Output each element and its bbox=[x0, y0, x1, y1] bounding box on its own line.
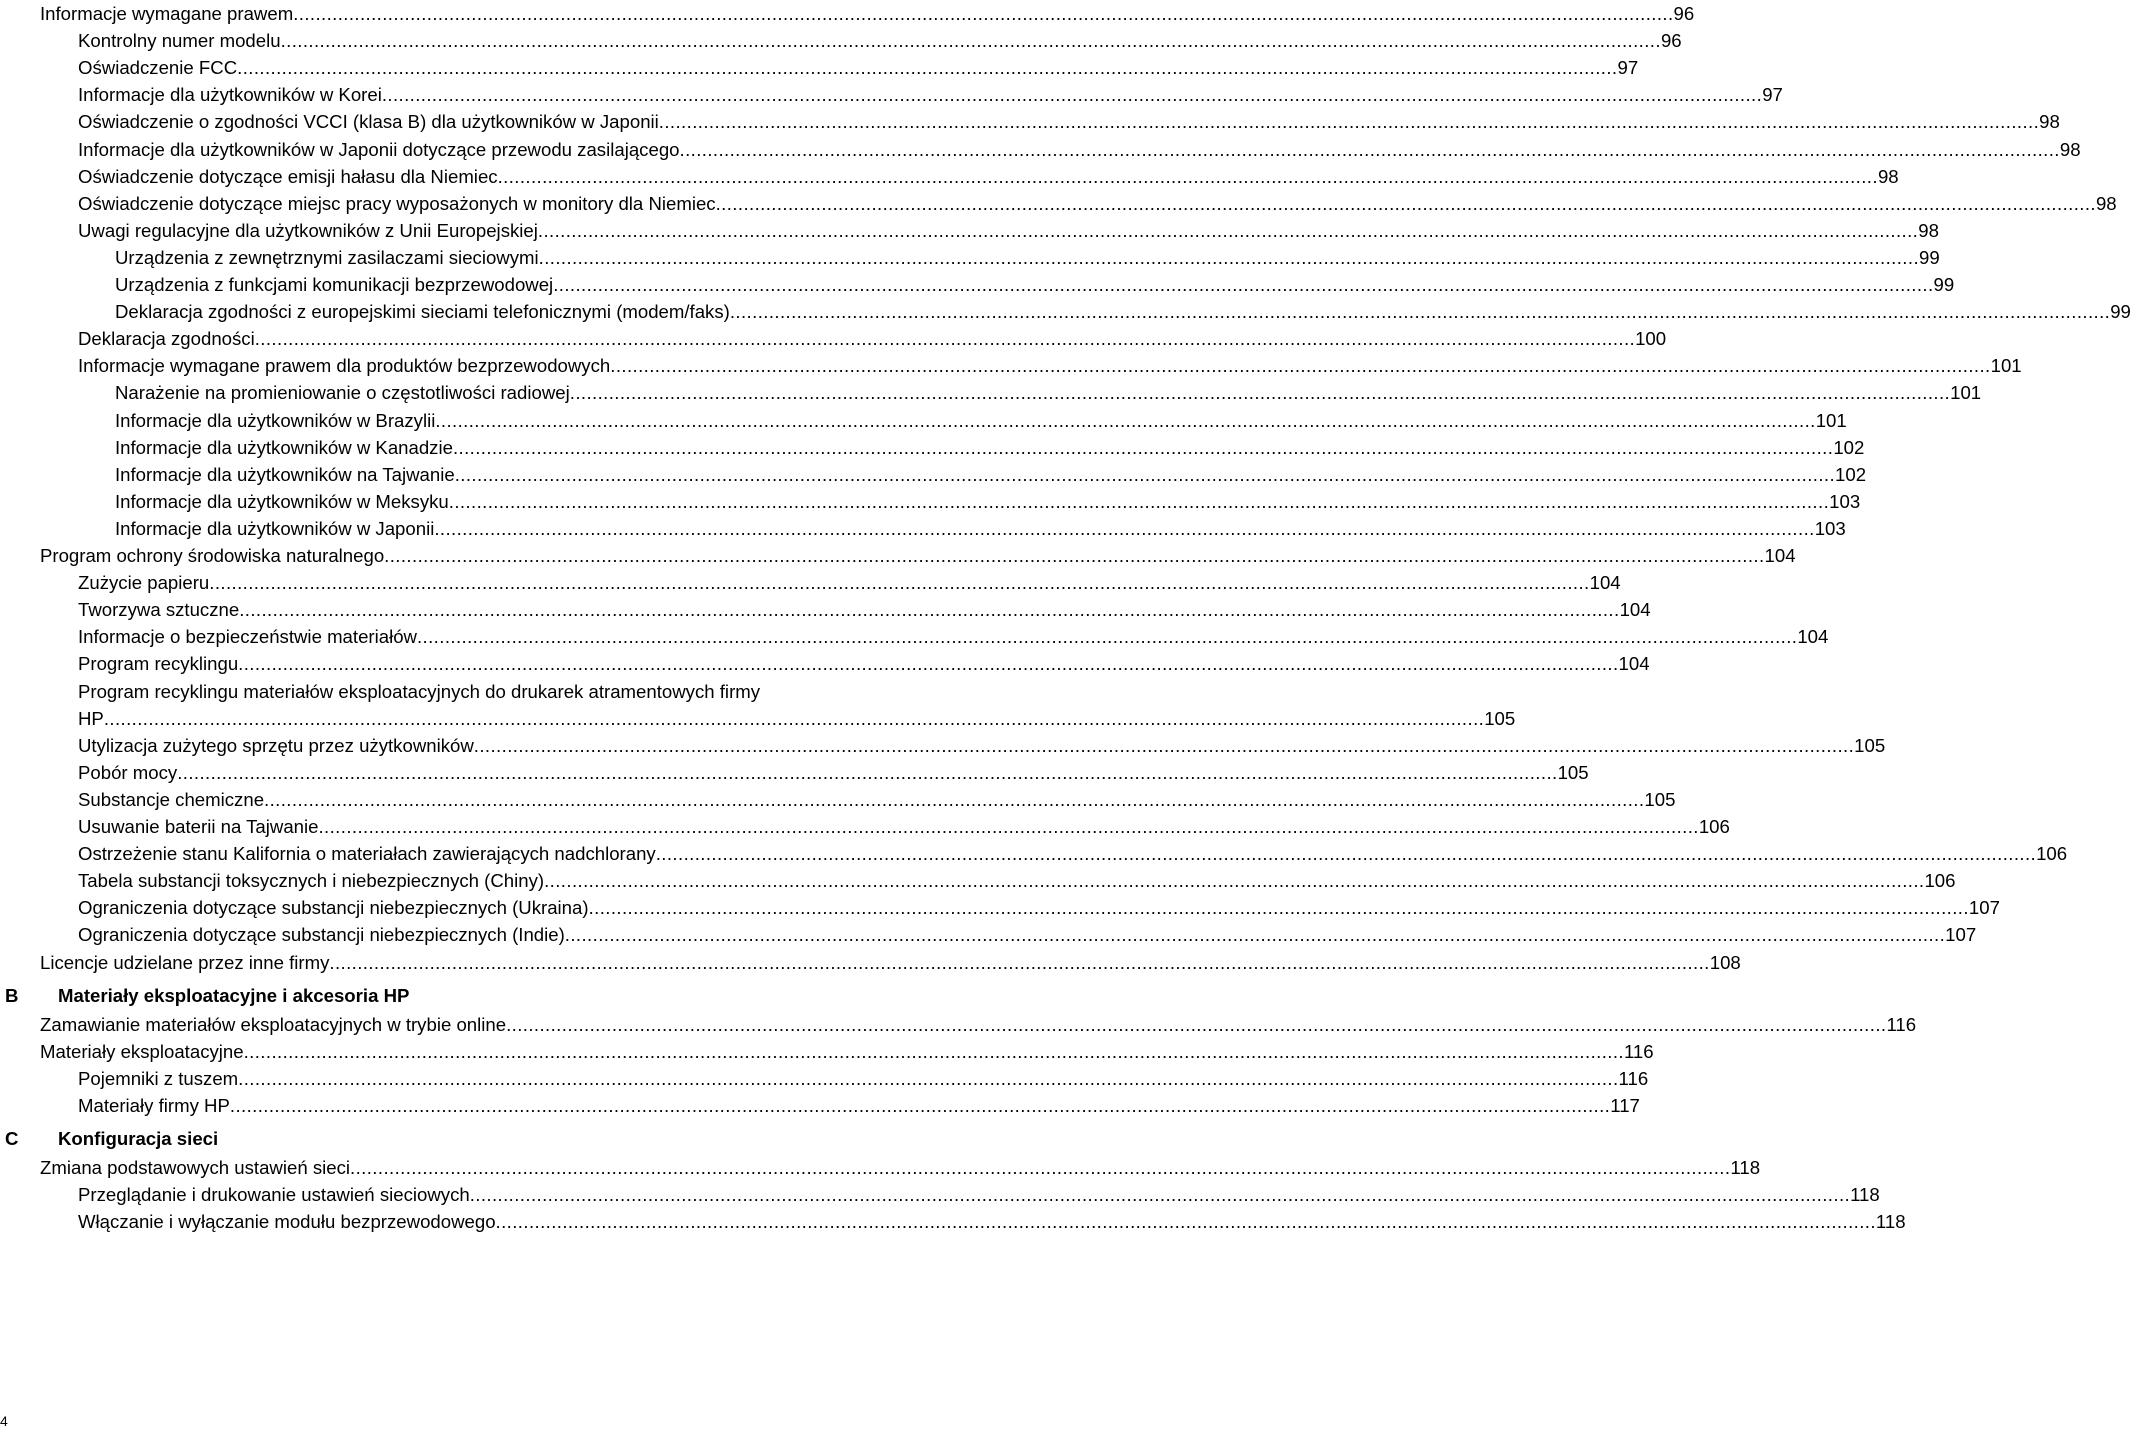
toc-entry-title: Program ochrony środowiska naturalnego bbox=[40, 545, 385, 566]
toc-entry-page: 104 bbox=[1764, 545, 1796, 566]
dot-leader bbox=[553, 271, 1933, 298]
toc-entry[interactable] bbox=[78, 921, 1977, 948]
dot-leader bbox=[281, 27, 1661, 54]
toc-entry[interactable] bbox=[78, 813, 1730, 840]
toc-entry[interactable] bbox=[115, 515, 1846, 542]
toc-entry-title: Licencje udzielane przez inne firmy bbox=[40, 951, 330, 973]
toc-entry-page: 100 bbox=[1635, 328, 1667, 350]
toc-entry-title: Oświadczenie dotyczące emisji hałasu dla Niemiec bbox=[78, 165, 498, 187]
toc-entry[interactable] bbox=[115, 434, 1865, 461]
dot-leader bbox=[382, 81, 1762, 108]
toc-entry-title: Oświadczenie dotyczące miejsc pracy wyposażonych w monitory dla Niemiec bbox=[78, 192, 716, 214]
toc-entry-title: Tabela substancji toksycznych i niebezpiecznych (Chiny) bbox=[78, 870, 545, 892]
dot-leader bbox=[455, 461, 1835, 488]
dot-leader bbox=[255, 325, 1635, 352]
toc-entry-title: Pojemniki z tuszem bbox=[78, 1067, 239, 1089]
toc-entry-page: 98 bbox=[2039, 111, 2060, 133]
toc-entry-title: Informacje dla użytkowników w Japonii bbox=[115, 517, 435, 539]
toc-entry-title: Zużycie papieru bbox=[78, 572, 210, 594]
toc-entry-title: Uwagi regulacyjne dla użytkowników z Unii Europejskiej bbox=[78, 219, 538, 241]
toc-entry-title: Informacje dla użytkowników na Tajwanie bbox=[115, 463, 455, 485]
toc-entry-title: Informacje dla użytkowników w Brazylii bbox=[115, 409, 436, 431]
toc-entry-title: Urządzenia z funkcjami komunikacji bezprzewodowej bbox=[115, 274, 554, 295]
toc-entry-title: Tworzywa sztuczne bbox=[78, 599, 240, 621]
dot-leader bbox=[716, 190, 2096, 217]
dot-leader bbox=[659, 108, 2039, 135]
toc-entry-title: Deklaracja zgodności bbox=[78, 328, 255, 350]
toc-entry-title: Informacje dla użytkowników w Kanadzie bbox=[115, 436, 453, 458]
dot-leader bbox=[538, 217, 1918, 244]
toc-entry[interactable] bbox=[78, 1181, 1880, 1208]
dot-leader bbox=[238, 1065, 1618, 1092]
toc-entry-page: 106 bbox=[2036, 843, 2068, 865]
dot-leader bbox=[264, 786, 1644, 813]
toc-entry[interactable] bbox=[115, 271, 1955, 298]
toc-entry-title: Zmiana podstawowych ustawień sieci bbox=[40, 1157, 351, 1179]
toc-entry-title: Kontrolny numer modelu bbox=[78, 30, 281, 52]
toc-entry-title: Informacje dla użytkowników w Japonii dotyczące przewodu zasilającego bbox=[78, 138, 680, 160]
toc-entry-page: 117 bbox=[1610, 1095, 1640, 1116]
toc-entry[interactable] bbox=[78, 136, 2081, 163]
toc-entry[interactable] bbox=[78, 840, 2068, 867]
dot-leader bbox=[177, 759, 1557, 786]
toc-entry-title: Informacje dla użytkowników w Korei bbox=[78, 84, 382, 106]
section-letter: C bbox=[5, 1128, 19, 1150]
toc-entry-title: Informacje dla użytkowników w Meksyku bbox=[115, 490, 449, 512]
toc-entry[interactable] bbox=[40, 949, 1741, 976]
toc-entry-title: Substancje chemiczne bbox=[78, 788, 265, 810]
toc-entry-title: Usuwanie baterii na Tajwanie bbox=[78, 816, 319, 837]
toc-entry-title: Informacje wymagane prawem bbox=[40, 3, 294, 24]
toc-entry[interactable] bbox=[78, 650, 1650, 677]
toc-entry-page: 102 bbox=[1835, 463, 1867, 485]
toc-entry[interactable] bbox=[40, 1154, 1761, 1181]
toc-entry-title: Program recyklingu bbox=[78, 653, 239, 675]
dot-leader bbox=[470, 1181, 1850, 1208]
dot-leader bbox=[238, 650, 1618, 677]
section-letter: B bbox=[5, 984, 19, 1006]
toc-entry-title: HP bbox=[78, 707, 104, 729]
dot-leader bbox=[230, 1092, 1610, 1119]
dot-leader bbox=[474, 732, 1854, 759]
toc-entry[interactable] bbox=[78, 217, 1939, 244]
toc-entry[interactable] bbox=[78, 596, 1651, 623]
section-title: Konfiguracja sieci bbox=[58, 1128, 219, 1150]
toc-entry[interactable] bbox=[115, 461, 1867, 488]
toc-entry[interactable] bbox=[40, 1038, 1654, 1065]
toc-entry-page: 106 bbox=[1924, 870, 1956, 892]
toc-entry-page: 99 bbox=[1933, 274, 1955, 295]
dot-leader bbox=[293, 0, 1673, 27]
dot-leader bbox=[237, 54, 1617, 81]
section-heading bbox=[0, 1125, 960, 1152]
toc-entry-title: Materiały eksploatacyjne bbox=[40, 1040, 244, 1062]
toc-entry[interactable] bbox=[40, 1011, 1917, 1038]
toc-entry-page: 102 bbox=[1833, 436, 1865, 458]
dot-leader bbox=[680, 136, 2060, 163]
toc-entry-page: 101 bbox=[1815, 409, 1847, 431]
toc-entry-page: 105 bbox=[1644, 788, 1676, 810]
toc-entry-page: 101 bbox=[1990, 355, 2022, 377]
toc-entry[interactable] bbox=[78, 1208, 1906, 1235]
toc-entry[interactable] bbox=[78, 623, 1829, 650]
toc-entry-page: 106 bbox=[1698, 816, 1730, 837]
toc-entry[interactable] bbox=[115, 298, 2131, 325]
toc-entry-title: Urządzenia z zewnętrznymi zasilaczami sieciowymi bbox=[115, 246, 539, 268]
toc-entry-title: Materiały firmy HP bbox=[78, 1095, 230, 1116]
toc-entry-title: Oświadczenie FCC bbox=[78, 57, 238, 79]
toc-entry-page: 98 bbox=[2095, 192, 2117, 214]
toc-entry-page: 104 bbox=[1589, 572, 1621, 594]
toc-entry-page: 98 bbox=[2059, 138, 2081, 160]
dot-leader bbox=[589, 894, 1969, 921]
section-heading bbox=[0, 982, 960, 1009]
dot-leader bbox=[506, 1011, 1886, 1038]
dot-leader bbox=[329, 949, 1709, 976]
dot-leader bbox=[656, 840, 2036, 867]
toc-entry[interactable] bbox=[115, 379, 1982, 406]
dot-leader bbox=[209, 569, 1589, 596]
toc-entry-title: Pobór mocy bbox=[78, 761, 178, 783]
toc-entry-page: 116 bbox=[1886, 1013, 1917, 1035]
toc-entry-page: 101 bbox=[1950, 382, 1982, 404]
toc-entry-page: 105 bbox=[1854, 734, 1886, 756]
toc-entry-page: 116 bbox=[1618, 1067, 1649, 1089]
dot-leader bbox=[565, 921, 1945, 948]
toc-entry-title: Ograniczenia dotyczące substancji niebezpiecznych (Ukraina) bbox=[78, 897, 589, 919]
toc-entry-page: 99 bbox=[2110, 301, 2131, 323]
toc-entry-title: Włączanie i wyłączanie modułu bezprzewodowego bbox=[78, 1211, 496, 1233]
toc-entry-page: 98 bbox=[1918, 219, 1939, 241]
dot-leader bbox=[496, 1208, 1876, 1235]
dot-leader bbox=[244, 1038, 1624, 1065]
toc-entry-page: 118 bbox=[1850, 1184, 1880, 1206]
page-number: 4 bbox=[0, 1413, 8, 1429]
dot-leader bbox=[544, 867, 1924, 894]
toc-entry-page: 96 bbox=[1673, 3, 1695, 24]
section-title: Materiały eksploatacyjne i akcesoria HP bbox=[58, 984, 410, 1006]
toc-entry-title: Oświadczenie o zgodności VCCI (klasa B) dla użytkowników w Japonii bbox=[78, 111, 659, 133]
toc-entry[interactable] bbox=[78, 81, 1783, 108]
toc-entry-page: 118 bbox=[1875, 1211, 1906, 1233]
toc-entry[interactable] bbox=[78, 786, 1676, 813]
dot-leader bbox=[730, 298, 2110, 325]
toc-entry-page: 103 bbox=[1829, 490, 1861, 512]
toc-entry-page: 104 bbox=[1797, 626, 1829, 648]
toc-entry[interactable] bbox=[78, 163, 1899, 190]
toc-entry-page: 104 bbox=[1619, 599, 1651, 621]
dot-leader bbox=[570, 379, 1950, 406]
dot-leader bbox=[434, 515, 1814, 542]
toc-entry-page: 97 bbox=[1762, 84, 1783, 106]
dot-leader bbox=[610, 352, 1990, 379]
toc-entry-page: 107 bbox=[1945, 924, 1977, 946]
dot-leader bbox=[435, 407, 1815, 434]
toc-entry-title: Utylizacja zużytego sprzętu przez użytkowników bbox=[78, 734, 474, 756]
toc-entry[interactable] bbox=[115, 488, 1861, 515]
toc-entry[interactable] bbox=[40, 0, 1695, 27]
toc-entry-title: Przeglądanie i drukowanie ustawień sieciowych bbox=[78, 1184, 470, 1206]
dot-leader bbox=[104, 705, 1484, 732]
toc-entry[interactable] bbox=[78, 569, 1621, 596]
toc-entry[interactable] bbox=[78, 108, 2060, 135]
toc-entry-title: Narażenie na promieniowanie o częstotliwości radiowej bbox=[115, 382, 570, 404]
dot-leader bbox=[498, 163, 1878, 190]
toc-entry-title: Informacje wymagane prawem dla produktów bezprzewodowych bbox=[78, 355, 611, 377]
toc-entry[interactable] bbox=[78, 1092, 1640, 1119]
toc-entry-title: Zamawianie materiałów eksploatacyjnych w trybie online bbox=[40, 1013, 507, 1035]
dot-leader bbox=[350, 1154, 1730, 1181]
toc-entry[interactable] bbox=[78, 190, 2117, 217]
toc-entry[interactable] bbox=[78, 1065, 1649, 1092]
toc-entry[interactable] bbox=[78, 678, 960, 705]
toc-entry-page: 96 bbox=[1660, 30, 1682, 52]
toc-entry[interactable] bbox=[78, 732, 1886, 759]
toc-entry[interactable] bbox=[115, 244, 1940, 271]
toc-entry[interactable] bbox=[40, 542, 1796, 569]
dot-leader bbox=[449, 488, 1829, 515]
toc-entry-page: 105 bbox=[1557, 761, 1589, 783]
toc-entry-page: 118 bbox=[1730, 1157, 1761, 1179]
dot-leader bbox=[239, 596, 1619, 623]
toc-entry-title: Deklaracja zgodności z europejskimi sieciami telefonicznymi (modem/faks) bbox=[115, 301, 730, 323]
toc-entry[interactable] bbox=[78, 27, 1682, 54]
dot-leader bbox=[384, 542, 1764, 569]
toc-entry[interactable] bbox=[78, 325, 1667, 352]
toc-entry-page: 105 bbox=[1484, 707, 1516, 729]
toc-entry-page: 97 bbox=[1617, 57, 1639, 79]
toc-entry[interactable] bbox=[78, 54, 1639, 81]
toc-entry[interactable] bbox=[115, 407, 1847, 434]
toc-entry-page: 98 bbox=[1877, 165, 1899, 187]
toc-entry[interactable] bbox=[78, 759, 1589, 786]
dot-leader bbox=[453, 434, 1833, 461]
toc-entry-title: Program recyklingu materiałów eksploatacyjnych do drukarek atramentowych firmy bbox=[78, 680, 761, 702]
toc-entry-page: 116 bbox=[1623, 1040, 1654, 1062]
toc-entry-page: 107 bbox=[1968, 897, 2000, 919]
toc-entry-page: 104 bbox=[1618, 653, 1650, 675]
dot-leader bbox=[318, 813, 1698, 840]
toc-entry[interactable] bbox=[78, 867, 1956, 894]
toc-entry-page: 103 bbox=[1814, 517, 1846, 539]
toc-entry[interactable] bbox=[78, 705, 1516, 732]
toc-entry-page: 99 bbox=[1919, 246, 1940, 268]
dot-leader bbox=[539, 244, 1919, 271]
toc-entry[interactable] bbox=[78, 352, 2022, 379]
toc-entry-title: Ograniczenia dotyczące substancji niebezpiecznych (Indie) bbox=[78, 924, 565, 946]
toc-entry-title: Ostrzeżenie stanu Kalifornia o materiałach zawierających nadchlorany bbox=[78, 843, 656, 865]
dot-leader bbox=[417, 623, 1797, 650]
toc-entry-page: 108 bbox=[1709, 951, 1741, 973]
toc-entry[interactable] bbox=[78, 894, 2000, 921]
toc-entry-title: Informacje o bezpieczeństwie materiałów bbox=[78, 626, 417, 648]
